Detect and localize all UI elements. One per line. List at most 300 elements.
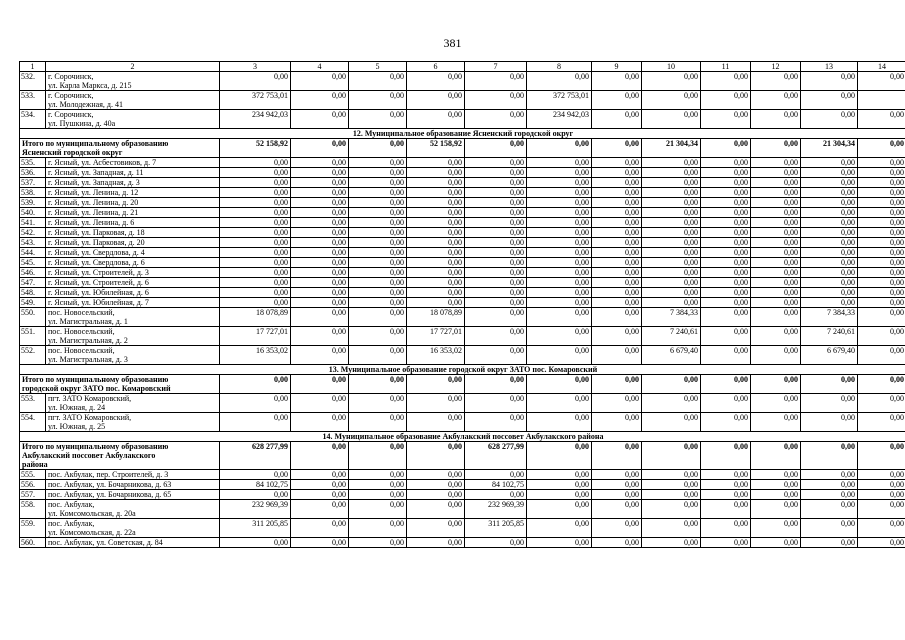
value-cell: 0,00 <box>642 278 701 288</box>
value-cell: 0,00 <box>751 268 801 278</box>
value-cell: 0,00 <box>407 480 465 490</box>
value-cell: 0,00 <box>642 268 701 278</box>
value-cell: 0,00 <box>701 298 751 308</box>
value-cell: 0,00 <box>407 538 465 548</box>
value-cell: 0,00 <box>642 298 701 308</box>
table-row <box>20 394 905 413</box>
value-cell: 0,00 <box>751 500 801 519</box>
value-cell: 0,00 <box>858 308 905 327</box>
address-cell: г. Ясный, ул. Юбилейная, д. 7 <box>46 298 220 308</box>
value-cell: 0,00 <box>642 218 701 228</box>
value-cell: 0,00 <box>801 413 858 432</box>
value-cell: 0,00 <box>858 198 905 208</box>
value-cell: 0,00 <box>592 375 642 394</box>
value-cell: 311 205,85 <box>220 519 291 538</box>
value-cell: 0,00 <box>801 258 858 268</box>
value-cell: 0,00 <box>751 91 801 110</box>
value-cell: 0,00 <box>858 208 905 218</box>
value-cell: 18 078,89 <box>407 308 465 327</box>
value-cell: 372 753,01 <box>527 91 592 110</box>
table-row <box>20 538 905 548</box>
value-cell: 0,00 <box>291 442 349 470</box>
value-cell: 0,00 <box>858 480 905 490</box>
value-cell: 21 304,34 <box>642 139 701 158</box>
value-cell: 0,00 <box>407 394 465 413</box>
value-cell: 0,00 <box>801 208 858 218</box>
value-cell: 0,00 <box>465 178 527 188</box>
value-cell: 0,00 <box>407 519 465 538</box>
value-cell: 0,00 <box>527 480 592 490</box>
value-cell: 0,00 <box>751 375 801 394</box>
value-cell: 0,00 <box>407 258 465 268</box>
row-number: 546. <box>20 268 46 278</box>
value-cell: 0,00 <box>220 72 291 91</box>
value-cell: 0,00 <box>858 346 905 365</box>
value-cell: 0,00 <box>751 278 801 288</box>
value-cell: 0,00 <box>801 218 858 228</box>
value-cell: 311 205,85 <box>465 519 527 538</box>
value-cell: 0,00 <box>527 470 592 480</box>
value-cell: 0,00 <box>220 268 291 278</box>
value-cell: 0,00 <box>349 268 407 278</box>
value-cell: 0,00 <box>220 470 291 480</box>
value-cell: 0,00 <box>858 327 905 346</box>
address-cell: пос. Акбулак, ул. Комсомольская, д. 20а <box>46 500 220 519</box>
value-cell: 0,00 <box>751 198 801 208</box>
total-row <box>20 375 905 394</box>
table-row <box>20 288 905 298</box>
value-cell: 6 679,40 <box>642 346 701 365</box>
value-cell: 0,00 <box>751 168 801 178</box>
value-cell: 0,00 <box>642 394 701 413</box>
row-number: 560. <box>20 538 46 548</box>
value-cell: 0,00 <box>642 168 701 178</box>
value-cell: 0,00 <box>527 519 592 538</box>
value-cell: 0,00 <box>801 238 858 248</box>
column-header: 11 <box>701 62 751 72</box>
value-cell: 0,00 <box>858 375 905 394</box>
value-cell: 84 102,75 <box>220 480 291 490</box>
value-cell: 0,00 <box>291 394 349 413</box>
value-cell: 232 969,39 <box>220 500 291 519</box>
section-row <box>20 432 905 442</box>
value-cell: 0,00 <box>858 248 905 258</box>
table-row <box>20 490 905 500</box>
table-row <box>20 228 905 238</box>
address-cell: г. Ясный, ул. Парковая, д. 18 <box>46 228 220 238</box>
value-cell: 0,00 <box>801 178 858 188</box>
value-cell: 0,00 <box>349 480 407 490</box>
value-cell: 0,00 <box>701 500 751 519</box>
value-cell: 0,00 <box>642 375 701 394</box>
value-cell: 0,00 <box>291 490 349 500</box>
value-cell: 0,00 <box>592 394 642 413</box>
value-cell: 0,00 <box>592 308 642 327</box>
value-cell: 0,00 <box>349 346 407 365</box>
value-cell: 0,00 <box>291 278 349 288</box>
value-cell: 0,00 <box>701 442 751 470</box>
value-cell: 0,00 <box>349 288 407 298</box>
address-cell: пос. Новосельский, ул. Магистральная, д. 3 <box>46 346 220 365</box>
value-cell: 0,00 <box>349 278 407 288</box>
value-cell: 0,00 <box>465 288 527 298</box>
address-cell: г. Сорочинск, ул. Карла Маркса, д. 215 <box>46 72 220 91</box>
value-cell: 0,00 <box>407 198 465 208</box>
column-header: 13 <box>801 62 858 72</box>
value-cell: 0,00 <box>291 258 349 268</box>
total-row <box>20 442 905 470</box>
value-cell: 0,00 <box>220 394 291 413</box>
value-cell: 0,00 <box>527 500 592 519</box>
value-cell: 0,00 <box>642 480 701 490</box>
value-cell: 0,00 <box>407 442 465 470</box>
table-row <box>20 327 905 346</box>
value-cell: 0,00 <box>465 238 527 248</box>
column-header: 6 <box>407 62 465 72</box>
table-row <box>20 298 905 308</box>
value-cell: 0,00 <box>527 490 592 500</box>
value-cell: 0,00 <box>527 188 592 198</box>
value-cell: 0,00 <box>291 188 349 198</box>
table-row <box>20 168 905 178</box>
value-cell: 0,00 <box>407 168 465 178</box>
address-cell: пос. Акбулак, ул. Советская, д. 84 <box>46 538 220 548</box>
value-cell: 18 078,89 <box>220 308 291 327</box>
value-cell: 0,00 <box>465 538 527 548</box>
table-row <box>20 188 905 198</box>
value-cell: 7 240,61 <box>642 327 701 346</box>
value-cell: 0,00 <box>349 188 407 198</box>
table-row <box>20 110 905 129</box>
table-row <box>20 470 905 480</box>
value-cell: 0,00 <box>465 110 527 129</box>
address-cell: г. Ясный, ул. Западная, д. 11 <box>46 168 220 178</box>
address-cell: г. Ясный, ул. Строителей, д. 3 <box>46 268 220 278</box>
value-cell: 0,00 <box>642 228 701 238</box>
value-cell: 0,00 <box>527 238 592 248</box>
value-cell: 0,00 <box>592 288 642 298</box>
value-cell: 0,00 <box>801 442 858 470</box>
column-header: 10 <box>642 62 701 72</box>
value-cell: 0,00 <box>751 298 801 308</box>
value-cell: 0,00 <box>592 519 642 538</box>
address-cell: г. Ясный, ул. Свердлова, д. 6 <box>46 258 220 268</box>
row-number: 558. <box>20 500 46 519</box>
value-cell: 0,00 <box>592 470 642 480</box>
value-cell: 0,00 <box>407 218 465 228</box>
value-cell: 0,00 <box>349 327 407 346</box>
value-cell: 0,00 <box>751 308 801 327</box>
value-cell: 0,00 <box>592 178 642 188</box>
value-cell: 0,00 <box>220 198 291 208</box>
section-row <box>20 365 905 375</box>
address-cell: г. Ясный, ул. Строителей, д. 6 <box>46 278 220 288</box>
value-cell: 0,00 <box>407 188 465 198</box>
value-cell: 0,00 <box>858 218 905 228</box>
address-cell: г. Сорочинск, ул. Пушкина, д. 40а <box>46 110 220 129</box>
value-cell: 0,00 <box>642 248 701 258</box>
value-cell: 0,00 <box>592 72 642 91</box>
value-cell: 0,00 <box>407 238 465 248</box>
column-header: 7 <box>465 62 527 72</box>
value-cell: 0,00 <box>642 490 701 500</box>
row-number: 543. <box>20 238 46 248</box>
value-cell: 0,00 <box>642 158 701 168</box>
value-cell: 0,00 <box>465 258 527 268</box>
value-cell: 0,00 <box>751 519 801 538</box>
value-cell: 0,00 <box>592 413 642 432</box>
value-cell: 0,00 <box>592 208 642 218</box>
value-cell: 0,00 <box>801 288 858 298</box>
value-cell: 0,00 <box>858 298 905 308</box>
value-cell: 0,00 <box>592 168 642 178</box>
value-cell: 0,00 <box>407 490 465 500</box>
value-cell: 0,00 <box>349 168 407 178</box>
value-cell: 0,00 <box>858 158 905 168</box>
address-cell: г. Ясный, ул. Парковая, д. 20 <box>46 238 220 248</box>
value-cell: 0,00 <box>642 198 701 208</box>
column-header: 3 <box>220 62 291 72</box>
value-cell: 0,00 <box>465 327 527 346</box>
value-cell: 21 304,34 <box>801 139 858 158</box>
row-number: 544. <box>20 248 46 258</box>
value-cell: 0,00 <box>349 500 407 519</box>
value-cell: 0,00 <box>801 91 858 110</box>
column-header: 4 <box>291 62 349 72</box>
value-cell: 0,00 <box>465 188 527 198</box>
value-cell: 0,00 <box>642 208 701 218</box>
value-cell: 0,00 <box>701 480 751 490</box>
value-cell: 0,00 <box>701 375 751 394</box>
section-title: 13. Муниципальное образование городской округ ЗАТО пос. Комаровский <box>20 365 905 375</box>
value-cell: 0,00 <box>291 500 349 519</box>
value-cell: 0,00 <box>751 110 801 129</box>
value-cell: 0,00 <box>858 72 905 91</box>
row-number: 557. <box>20 490 46 500</box>
value-cell: 0,00 <box>527 248 592 258</box>
value-cell: 0,00 <box>701 208 751 218</box>
value-cell: 0,00 <box>220 413 291 432</box>
value-cell: 0,00 <box>801 228 858 238</box>
row-number: 547. <box>20 278 46 288</box>
value-cell: 628 277,99 <box>465 442 527 470</box>
value-cell: 0,00 <box>858 470 905 480</box>
value-cell: 0,00 <box>751 470 801 480</box>
address-cell: Итого по муниципальному образованию Акбулакский поссовет Акбулакского района <box>20 442 220 470</box>
value-cell: 0,00 <box>527 442 592 470</box>
value-cell: 0,00 <box>592 188 642 198</box>
value-cell: 0,00 <box>642 258 701 268</box>
value-cell: 0,00 <box>407 500 465 519</box>
value-cell: 0,00 <box>465 470 527 480</box>
value-cell: 0,00 <box>751 288 801 298</box>
row-number: 534. <box>20 110 46 129</box>
value-cell: 0,00 <box>291 519 349 538</box>
value-cell: 0,00 <box>465 394 527 413</box>
value-cell: 0,00 <box>527 375 592 394</box>
value-cell: 0,00 <box>751 442 801 470</box>
data-table <box>19 61 905 548</box>
value-cell: 0,00 <box>527 258 592 268</box>
value-cell: 0,00 <box>592 139 642 158</box>
table-row <box>20 268 905 278</box>
value-cell: 0,00 <box>801 278 858 288</box>
value-cell: 0,00 <box>642 110 701 129</box>
row-number: 540. <box>20 208 46 218</box>
value-cell: 0,00 <box>701 198 751 208</box>
value-cell: 0,00 <box>801 480 858 490</box>
value-cell: 0,00 <box>858 188 905 198</box>
value-cell: 0,00 <box>349 238 407 248</box>
value-cell: 0,00 <box>801 490 858 500</box>
value-cell: 0,00 <box>527 178 592 188</box>
value-cell: 0,00 <box>407 158 465 168</box>
column-header: 12 <box>751 62 801 72</box>
value-cell: 0,00 <box>701 538 751 548</box>
value-cell: 6 679,40 <box>801 346 858 365</box>
value-cell: 0,00 <box>858 178 905 188</box>
value-cell: 0,00 <box>642 470 701 480</box>
value-cell: 0,00 <box>349 218 407 228</box>
value-cell: 0,00 <box>642 188 701 198</box>
table-row <box>20 218 905 228</box>
table-row <box>20 258 905 268</box>
value-cell: 0,00 <box>291 110 349 129</box>
value-cell: 0,00 <box>220 228 291 238</box>
value-cell: 0,00 <box>701 268 751 278</box>
row-number: 538. <box>20 188 46 198</box>
value-cell: 0,00 <box>801 168 858 178</box>
row-number: 549. <box>20 298 46 308</box>
row-number: 550. <box>20 308 46 327</box>
address-cell: пос. Акбулак, ул. Бочарникова, д. 65 <box>46 490 220 500</box>
value-cell: 0,00 <box>291 375 349 394</box>
value-cell: 0,00 <box>801 500 858 519</box>
value-cell: 0,00 <box>858 538 905 548</box>
value-cell: 16 353,02 <box>220 346 291 365</box>
row-number: 556. <box>20 480 46 490</box>
value-cell: 0,00 <box>801 394 858 413</box>
value-cell: 0,00 <box>349 394 407 413</box>
value-cell: 0,00 <box>701 258 751 268</box>
address-cell: пос. Акбулак, ул. Бочарникова, д. 63 <box>46 480 220 490</box>
table-row <box>20 308 905 327</box>
value-cell: 0,00 <box>701 308 751 327</box>
value-cell: 0,00 <box>592 500 642 519</box>
value-cell: 0,00 <box>592 238 642 248</box>
value-cell: 0,00 <box>349 139 407 158</box>
value-cell: 0,00 <box>349 375 407 394</box>
value-cell: 0,00 <box>349 490 407 500</box>
table-row <box>20 91 905 110</box>
address-cell: пгт. ЗАТО Комаровский, ул. Южная, д. 25 <box>46 413 220 432</box>
value-cell: 0,00 <box>349 258 407 268</box>
value-cell: 0,00 <box>349 228 407 238</box>
value-cell: 0,00 <box>291 308 349 327</box>
value-cell: 0,00 <box>407 268 465 278</box>
page-number: 381 <box>443 36 462 50</box>
value-cell: 0,00 <box>751 218 801 228</box>
value-cell: 0,00 <box>801 188 858 198</box>
value-cell: 0,00 <box>220 490 291 500</box>
value-cell: 0,00 <box>291 327 349 346</box>
value-cell: 0,00 <box>291 228 349 238</box>
value-cell: 0,00 <box>858 500 905 519</box>
row-number: 542. <box>20 228 46 238</box>
row-number: 533. <box>20 91 46 110</box>
value-cell: 0,00 <box>642 72 701 91</box>
value-cell: 0,00 <box>592 278 642 288</box>
value-cell: 0,00 <box>858 442 905 470</box>
row-number: 559. <box>20 519 46 538</box>
value-cell: 0,00 <box>291 158 349 168</box>
row-number: 548. <box>20 288 46 298</box>
value-cell: 0,00 <box>291 288 349 298</box>
row-number: 535. <box>20 158 46 168</box>
value-cell: 0,00 <box>592 490 642 500</box>
value-cell: 0,00 <box>465 218 527 228</box>
value-cell: 0,00 <box>751 346 801 365</box>
value-cell: 0,00 <box>701 238 751 248</box>
value-cell: 0,00 <box>527 139 592 158</box>
value-cell: 0,00 <box>801 248 858 258</box>
value-cell: 0,00 <box>220 258 291 268</box>
value-cell: 0,00 <box>349 470 407 480</box>
value-cell: 0,00 <box>220 188 291 198</box>
value-cell: 0,00 <box>592 91 642 110</box>
value-cell: 0,00 <box>751 178 801 188</box>
value-cell: 0,00 <box>407 208 465 218</box>
value-cell: 0,00 <box>701 228 751 238</box>
value-cell: 0,00 <box>858 288 905 298</box>
value-cell: 0,00 <box>407 413 465 432</box>
value-cell: 0,00 <box>592 218 642 228</box>
column-header: 2 <box>46 62 220 72</box>
value-cell: 7 240,61 <box>801 327 858 346</box>
table-row <box>20 198 905 208</box>
section-row <box>20 129 905 139</box>
value-cell: 0,00 <box>801 72 858 91</box>
value-cell: 7 384,33 <box>642 308 701 327</box>
value-cell: 0,00 <box>407 110 465 129</box>
value-cell: 0,00 <box>291 218 349 228</box>
value-cell: 0,00 <box>592 442 642 470</box>
value-cell: 0,00 <box>642 519 701 538</box>
value-cell: 0,00 <box>527 158 592 168</box>
value-cell: 0,00 <box>349 413 407 432</box>
value-cell: 0,00 <box>220 208 291 218</box>
value-cell: 0,00 <box>858 394 905 413</box>
column-header: 14 <box>858 62 905 72</box>
table-row <box>20 480 905 490</box>
value-cell: 0,00 <box>349 248 407 258</box>
value-cell: 0,00 <box>527 413 592 432</box>
value-cell: 0,00 <box>291 178 349 188</box>
table-row <box>20 72 905 91</box>
value-cell: 0,00 <box>407 248 465 258</box>
value-cell: 0,00 <box>701 188 751 198</box>
value-cell: 0,00 <box>642 238 701 248</box>
value-cell: 0,00 <box>220 178 291 188</box>
value-cell: 0,00 <box>407 228 465 238</box>
value-cell: 0,00 <box>407 72 465 91</box>
value-cell: 0,00 <box>858 238 905 248</box>
value-cell: 0,00 <box>291 346 349 365</box>
address-cell: пос. Новосельский, ул. Магистральная, д. 1 <box>46 308 220 327</box>
value-cell: 0,00 <box>527 308 592 327</box>
row-number: 551. <box>20 327 46 346</box>
value-cell: 0,00 <box>701 158 751 168</box>
